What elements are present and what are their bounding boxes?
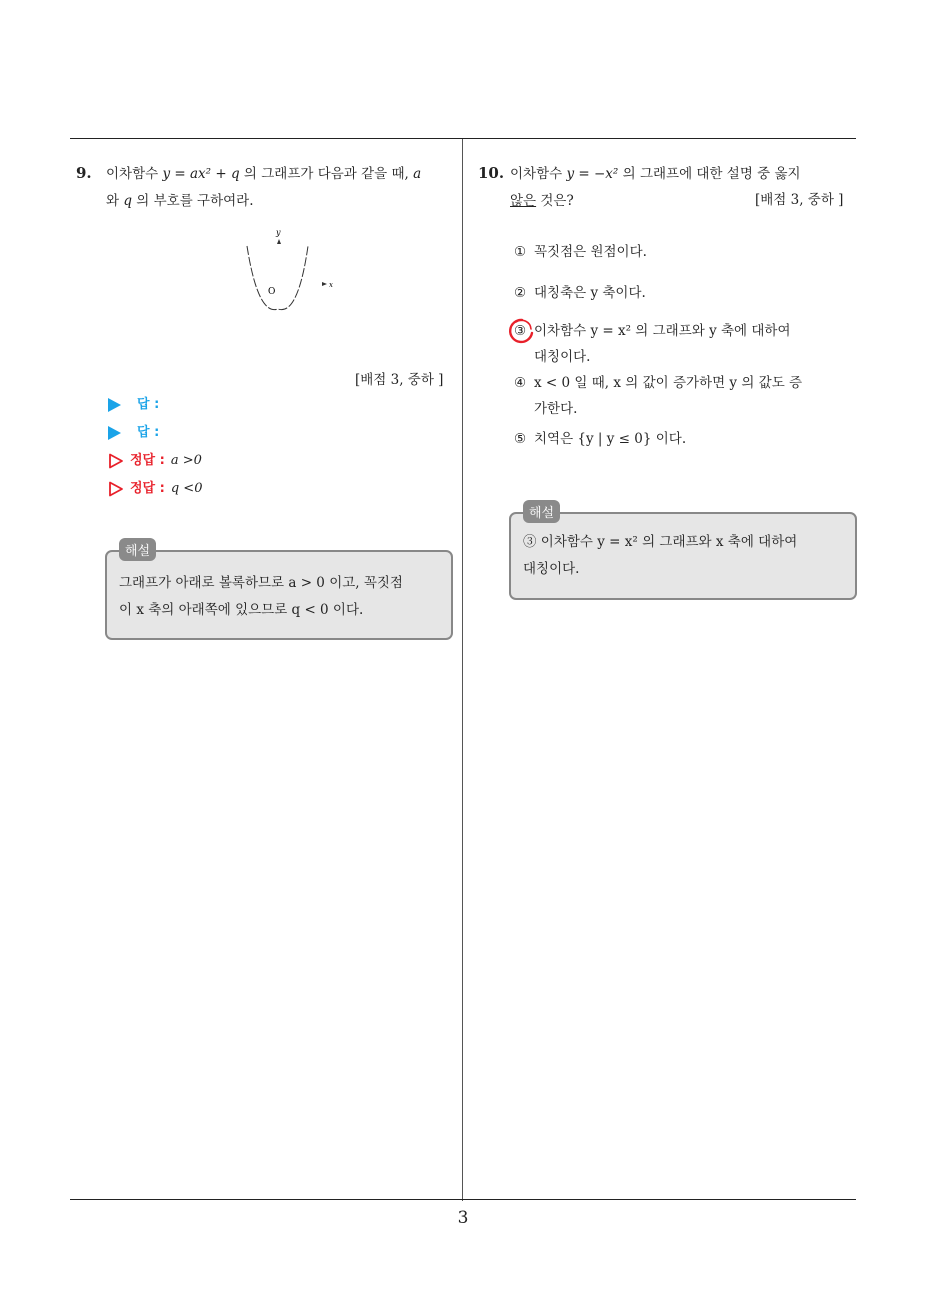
question-text: 이차함수 y = −x² 의 그래프에 대한 설명 중 옳지 않은 것은?: [510, 166, 801, 209]
selected-answer-circle-icon: [508, 317, 536, 345]
x-axis-label: x: [329, 281, 333, 289]
option-3[interactable]: ③ 이차함수 y = x² 의 그래프와 y 축에 대하여 대칭이다.: [514, 318, 854, 370]
bottom-rule: [70, 1199, 856, 1200]
q9-solution-box: [105, 550, 453, 640]
q9-solution-text: 그래프가 아래로 볼록하므로 a > 0 이고, 꼭짓점 이 x 축의 아래쪽에 있으므로 q < 0 이다.: [119, 575, 403, 618]
correct-answer-row: 정답 : a >0: [108, 447, 448, 475]
y-axis-label: y: [276, 228, 281, 237]
origin-label: O: [268, 287, 276, 297]
q10-solution-box: [509, 512, 857, 600]
answer-marker-icon: [108, 426, 121, 440]
q10-points: [배점 3, 중하 ]: [755, 192, 844, 208]
column-divider: [462, 139, 463, 1201]
parabola-graph: [236, 226, 346, 316]
q9-points: [배점 3, 중하 ]: [355, 372, 444, 388]
question-number: 10.: [478, 164, 505, 182]
q9-answers: [108, 391, 448, 503]
option-5[interactable]: ⑤ 치역은 {y | y ≤ 0} 이다.: [514, 431, 687, 447]
q10-solution-text: ③ 이차함수 y = x² 의 그래프와 x 축에 대하여 대칭이다.: [523, 534, 798, 577]
y-axis-arrow: [277, 239, 281, 244]
answer-marker-icon: [108, 398, 121, 412]
option-4[interactable]: ④ x < 0 일 때, x 의 값이 증가하면 y 의 값도 증 가한다.: [514, 375, 803, 417]
q9-solution-tag: 해설: [119, 538, 156, 561]
correct-marker-icon: [108, 481, 124, 497]
question-number: 9.: [76, 164, 92, 182]
q10-options: [514, 239, 854, 456]
answer-row[interactable]: 답 :: [108, 419, 448, 447]
page-number: 3: [457, 1208, 469, 1228]
x-axis-arrow: [322, 282, 327, 286]
correct-marker-icon: [108, 453, 124, 469]
question-text: 이차함수 y = ax² + q 의 그래프가 다음과 같을 때, a 와 q 의 부호를 구하여라.: [106, 166, 422, 209]
parabola-curve: [247, 246, 308, 310]
answer-row[interactable]: 답 :: [108, 391, 448, 419]
option-1[interactable]: ① 꼭짓점은 원점이다.: [514, 244, 647, 260]
q10-solution-tag: 해설: [523, 500, 560, 523]
option-2[interactable]: ② 대칭축은 y 축이다.: [514, 285, 646, 301]
top-rule: [70, 138, 856, 139]
correct-answer-row: 정답 : q <0: [108, 475, 448, 503]
